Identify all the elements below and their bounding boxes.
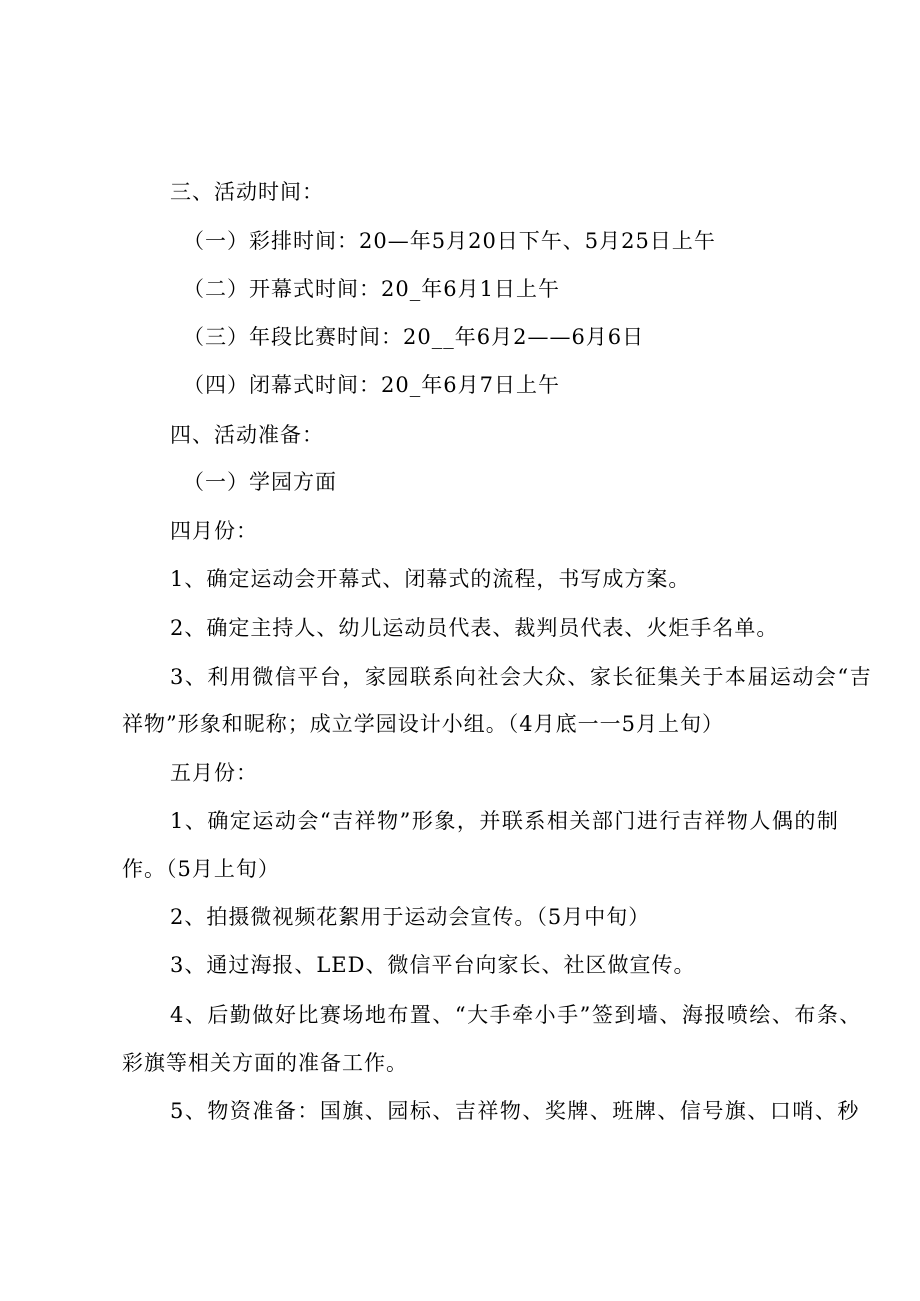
april-item-1: 1、确定运动会开幕式、闭幕式的流程，书写成方案。: [170, 567, 691, 591]
april-item-3-line-2: 祥物”形象和昵称；成立学园设计小组。（4月底一一5月上旬）: [122, 712, 724, 736]
may-item-3: 3、通过海报、LED、微信平台向家长、社区做宣传。: [170, 953, 696, 977]
may-item-4-line-1: 4、后勤做好比赛场地布置、“大手牵小手”签到墙、海报喷绘、布条、: [170, 1003, 862, 1027]
section-heading-preparation: 四、活动准备：: [170, 423, 324, 447]
rehearsal-time-line: （一）彩排时间：20—年5月20日下午、5月25日上午: [183, 229, 716, 253]
competition-time-line: （三）年段比赛时间：20__年6月2——6月6日: [183, 325, 645, 349]
may-item-5-line-1: 5、物资准备：国旗、园标、吉祥物、奖牌、班牌、信号旗、口哨、秒: [170, 1099, 860, 1123]
may-item-2: 2、拍摄微视频花絮用于运动会宣传。（5月中旬）: [170, 905, 651, 929]
april-item-3-line-1: 3、利用微信平台，家园联系向社会大众、家长征集关于本届运动会“吉: [170, 665, 873, 689]
april-item-2: 2、确定主持人、幼儿运动员代表、裁判员代表、火炬手名单。: [170, 616, 779, 640]
section-heading-activity-time: 三、活动时间：: [170, 180, 324, 204]
subsection-school: （一）学园方面: [183, 470, 337, 494]
month-heading-april: 四月份：: [170, 519, 258, 543]
opening-time-line: （二）开幕式时间：20_年6月1日上午: [183, 277, 560, 301]
may-item-1-line-2: 作。（5月上旬）: [122, 857, 280, 881]
closing-time-line: （四）闭幕式时间：20_年6月7日上午: [183, 373, 560, 397]
month-heading-may: 五月份：: [170, 761, 258, 785]
may-item-1-line-1: 1、确定运动会“吉祥物”形象，并联系相关部门进行吉祥物人偶的制: [170, 809, 840, 833]
may-item-4-line-2: 彩旗等相关方面的准备工作。: [122, 1051, 408, 1075]
